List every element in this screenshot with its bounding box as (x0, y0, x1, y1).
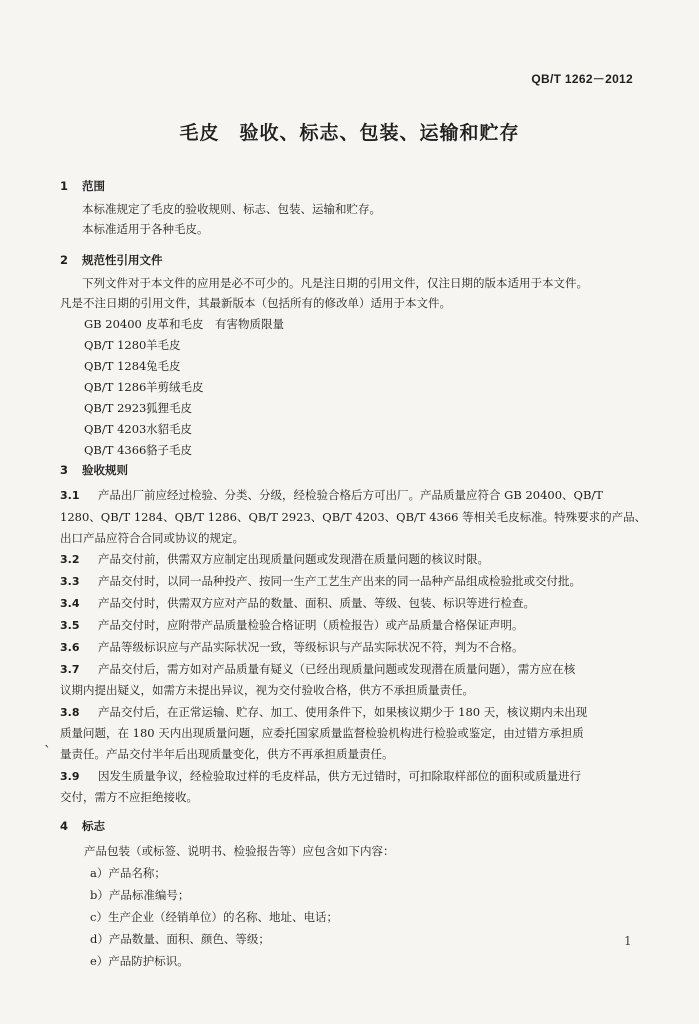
clause-text: 产品出厂前应经过检验、分类、分级，经检验合格后方可出厂。产品质量应符合 GB 20400、QB/T (98, 488, 603, 502)
clause-text: 产品交付后，在正常运输、贮存、加工、使用条件下，如果核议期少于 180 天，核议期内未出现 (98, 705, 588, 719)
reference-item (84, 418, 192, 440)
clause-number: 3.2 (60, 553, 80, 566)
paragraph: 下列文件对于本文件的应用是必不可少的。凡是注日期的引用文件，仅注日期的版本适用于本文件。 (82, 276, 588, 290)
list-item: e）产品防护标识。 (90, 954, 189, 968)
clause-3-8 (60, 701, 587, 724)
clause-number: 3.5 (60, 619, 80, 632)
clause-continuation: 出口产品应符合合同或协议的规定。 (60, 531, 244, 545)
list-item: c）生产企业（经销单位）的名称、地址、电话； (90, 910, 338, 924)
clause-3-3 (60, 570, 581, 593)
paragraph: 本标准规定了毛皮的验收规则、标志、包装、运输和贮存。 (82, 202, 381, 216)
reference-item (84, 313, 284, 335)
section-title: 范围 (82, 179, 105, 193)
ref-title: 貉子毛皮 (146, 443, 192, 457)
clause-text: 因发生质量争议，经检验取过样的毛皮样品，供方无过错时，可扣除取样部位的面积或质量进行 (98, 769, 581, 783)
ref-code: QB/T 4366 (84, 443, 147, 457)
clause-number: 3.8 (60, 706, 80, 719)
paragraph: 凡是不注日期的引用文件，其最新版本（包括所有的修改单）适用于本文件。 (60, 296, 451, 310)
section-title: 标志 (82, 819, 105, 833)
clause-3-2 (60, 548, 489, 571)
ref-code: QB/T 1286 (84, 380, 147, 394)
ref-title: 羊毛皮 (146, 338, 181, 352)
list-item: d）产品数量、面积、颜色、等级； (90, 932, 270, 946)
margin-mark: ` (44, 744, 51, 760)
ref-title: 狐狸毛皮 (146, 401, 192, 415)
ref-code: QB/T 1284 (84, 359, 147, 373)
section-title: 规范性引用文件 (82, 253, 163, 267)
clause-text: 产品交付后，需方如对产品质量有疑义（已经出现质量问题或发现潜在质量问题），需方应在核 (98, 662, 576, 676)
section-heading-2 (60, 252, 163, 268)
ref-code: QB/T 4203 (84, 422, 147, 436)
clause-continuation: 量责任。产品交付半年后出现质量变化，供方不再承担质量责任。 (60, 747, 394, 761)
reference-item (84, 397, 192, 419)
ref-title: 皮革和毛皮 有害物质限量 (146, 317, 284, 331)
reference-item (84, 439, 192, 461)
reference-item (84, 376, 204, 398)
clause-number: 3.7 (60, 663, 80, 676)
clause-text: 产品交付时，供需双方应对产品的数量、面积、质量、等级、包装、标识等进行检查。 (98, 596, 535, 610)
ref-code: GB 20400 (84, 317, 142, 331)
page-number: 1 (624, 934, 632, 948)
section-heading-3 (60, 462, 128, 478)
ref-title: 兔毛皮 (146, 359, 181, 373)
clause-3-4 (60, 592, 535, 615)
section-number: 2 (60, 253, 69, 267)
standard-code: QB/T 1262－2012 (531, 72, 633, 86)
clause-text: 产品交付时，应附带产品质量检验合格证明（质检报告）或产品质量合格保证声明。 (98, 618, 524, 632)
ref-code: QB/T 1280 (84, 338, 147, 352)
clause-number: 3.6 (60, 641, 80, 654)
paragraph: 产品包装（或标签、说明书、检验报告等）应包含如下内容： (84, 844, 395, 858)
reference-item (84, 355, 181, 377)
clause-text: 产品交付前，供需双方应制定出现质量问题或发现潜在质量问题的核议时限。 (98, 552, 489, 566)
section-title: 验收规则 (82, 463, 128, 477)
section-number: 3 (60, 463, 69, 477)
clause-continuation: 交付，需方不应拒绝接收。 (60, 790, 198, 804)
ref-title: 水貂毛皮 (146, 422, 192, 436)
section-number: 1 (60, 179, 69, 193)
clause-text: 产品交付时，以同一品种投产、按同一生产工艺生产出来的同一品种产品组成检验批或交付批。 (98, 574, 581, 588)
clause-continuation: 议期内提出疑义，如需方未提出异议，视为交付验收合格，供方不承担质量责任。 (60, 683, 474, 697)
paragraph: 本标准适用于各种毛皮。 (82, 222, 209, 236)
clause-3-6 (60, 636, 524, 659)
clause-number: 3.4 (60, 597, 80, 610)
clause-continuation: 质量问题，在 180 天内出现质量问题，应委托国家质量监督检验机构进行检验或鉴定，由过错方承担质 (60, 726, 584, 740)
clause-3-1 (60, 484, 603, 507)
section-heading-4 (60, 818, 105, 834)
section-heading-1 (60, 178, 105, 194)
clause-number: 3.1 (60, 489, 80, 502)
list-item: a）产品名称； (90, 866, 166, 880)
ref-code: QB/T 2923 (84, 401, 147, 415)
clause-continuation: 1280、QB/T 1284、QB/T 1286、QB/T 2923、QB/T 4203、QB/T 4366 等相关毛皮标准。特殊要求的产品、 (60, 510, 647, 524)
clause-number: 3.3 (60, 575, 80, 588)
clause-3-9 (60, 765, 581, 788)
list-item: b）产品标准编号； (90, 888, 190, 902)
clause-text: 产品等级标识应与产品实际状况一致，等级标识与产品实际状况不符，判为不合格。 (98, 640, 524, 654)
clause-number: 3.9 (60, 770, 80, 783)
document-title: 毛皮 验收、标志、包装、运输和贮存 (179, 122, 520, 144)
clause-3-7 (60, 658, 575, 681)
reference-item (84, 334, 181, 356)
ref-title: 羊剪绒毛皮 (146, 380, 204, 394)
section-number: 4 (60, 819, 69, 833)
clause-3-5 (60, 614, 524, 637)
